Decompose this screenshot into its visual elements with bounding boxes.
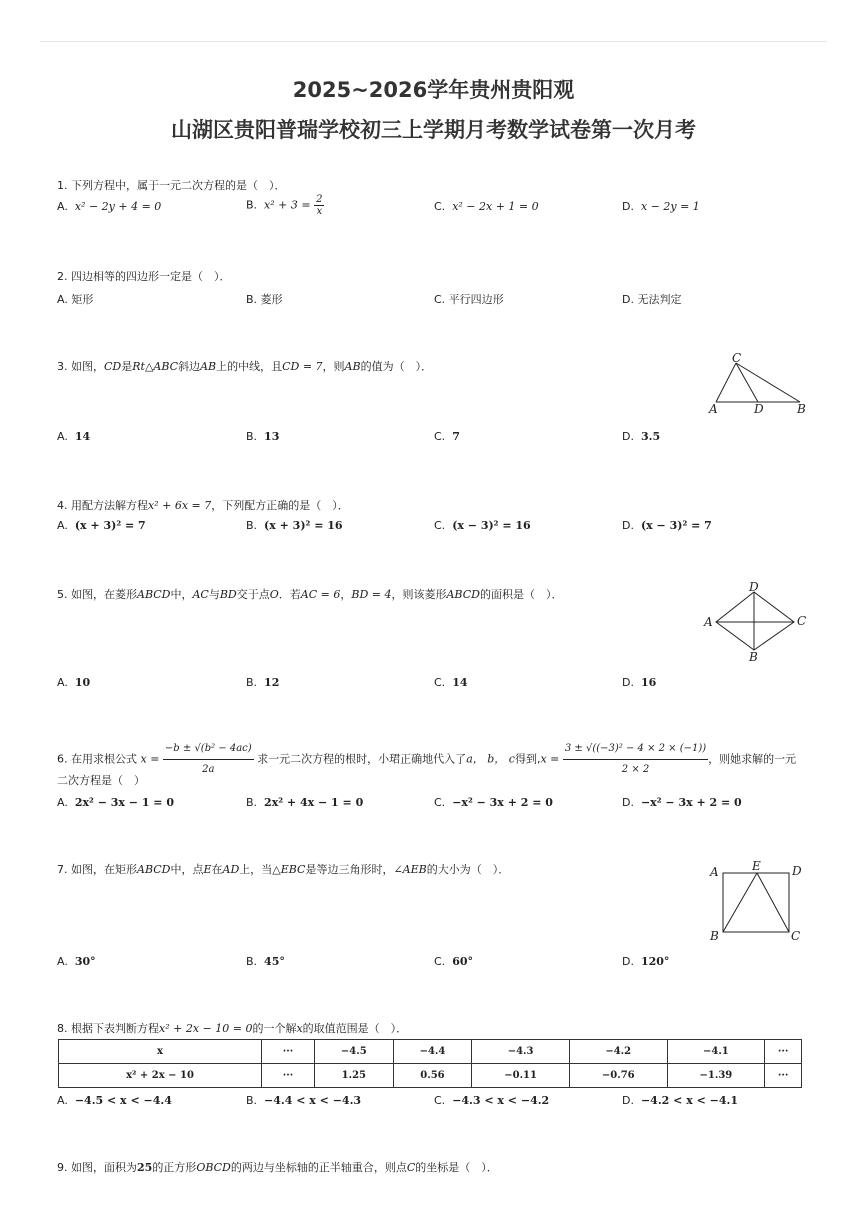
q2-option-d: D. 无法判定	[622, 293, 682, 306]
q3-triangle-figure	[700, 350, 815, 416]
question-9-stem: 9. 如图，面积为25的正方形OBCD的两边与坐标轴的正半轴重合，则点C的坐标是（ ）．	[57, 1161, 498, 1174]
q7-option-a: A. 30°	[57, 955, 96, 968]
q5-label-a: A	[704, 615, 713, 629]
q8-option-a: A. −4.5 < x < −4.4	[57, 1094, 172, 1107]
q7-option-b: B. 45°	[246, 955, 285, 968]
q3-label-b: B	[797, 402, 806, 416]
table-cell: 0.56	[393, 1064, 472, 1088]
q8-value-table	[58, 1039, 802, 1088]
q5-option-b: B. 12	[246, 676, 280, 689]
table-cell: −4.2	[569, 1040, 667, 1064]
question-1-stem: 1. 下列方程中，属于一元二次方程的是（ ）．	[57, 179, 286, 192]
table-row	[59, 1064, 802, 1088]
q3-label-c: C	[732, 351, 742, 365]
q1-option-a: A. x² − 2y + 4 = 0	[57, 200, 162, 213]
q4-option-c: C. (x − 3)² = 16	[434, 519, 531, 532]
q5-rhombus-figure	[700, 578, 815, 663]
table-row	[59, 1040, 802, 1064]
q5-label-b: B	[749, 650, 758, 663]
q5-label-d: D	[749, 580, 759, 594]
table-cell: x	[59, 1040, 262, 1064]
q5-option-d: D. 16	[622, 676, 657, 689]
page-title-line1: 2025~2026学年贵州贵阳观	[292, 78, 575, 102]
question-2-stem: 2. 四边相等的四边形一定是（ ）．	[57, 270, 231, 283]
question-7-stem: 7. 如图，在矩形ABCD中，点E在AD上，当△EBC是等边三角形时，∠AEB的大小为（ ）．	[57, 863, 510, 876]
q7-label-d: D	[792, 864, 802, 878]
q4-option-d: D. (x − 3)² = 7	[622, 519, 712, 532]
top-divider	[40, 41, 827, 42]
table-cell: 1.25	[315, 1064, 394, 1088]
q8-option-c: C. −4.3 < x < −4.2	[434, 1094, 550, 1107]
table-cell: −4.5	[315, 1040, 394, 1064]
q3-label-d: D	[754, 402, 764, 416]
q2-option-c: C. 平行四边形	[434, 293, 504, 306]
q6-option-a: A. 2x² − 3x − 1 = 0	[57, 796, 175, 809]
q4-option-b: B. (x + 3)² = 16	[246, 519, 343, 532]
question-6-stem-line2: 二次方程是（ ）	[57, 774, 145, 787]
q7-rectangle-figure	[700, 856, 815, 946]
table-cell: −1.39	[667, 1064, 765, 1088]
table-cell: −4.3	[472, 1040, 570, 1064]
q3-option-c: C. 7	[434, 430, 460, 443]
q7-label-e: E	[752, 859, 761, 873]
q3-option-a: A. 14	[57, 430, 91, 443]
q7-option-d: D. 120°	[622, 955, 670, 968]
question-5-stem: 5. 如图，在菱形ABCD中，AC与BD交于点O．若AC = 6，BD = 4，则该菱形ABCD的面积是（ ）．	[57, 588, 563, 601]
table-cell: −0.11	[472, 1064, 570, 1088]
q2-option-b: B. 菱形	[246, 293, 283, 306]
page-title-line2: 山湖区贵阳普瑞学校初三上学期月考数学试卷第一次月考	[171, 118, 696, 142]
table-cell: ···	[262, 1040, 315, 1064]
q7-label-c: C	[791, 929, 801, 943]
q1-option-b: B. x² + 3 = $\frac{2}{x}$	[246, 194, 323, 217]
table-cell: ···	[262, 1064, 315, 1088]
q6-option-d: D. −x² − 3x + 2 = 0	[622, 796, 742, 809]
q3-option-b: B. 13	[246, 430, 280, 443]
q2-option-a: A. 矩形	[57, 293, 94, 306]
q1-option-c: C. x² − 2x + 1 = 0	[434, 200, 539, 213]
q6-option-c: C. −x² − 3x + 2 = 0	[434, 796, 553, 809]
q6-option-b: B. 2x² + 4x − 1 = 0	[246, 796, 364, 809]
table-cell: ···	[765, 1064, 802, 1088]
question-4-stem: 4. 用配方法解方程x² + 6x = 7，下列配方正确的是（ ）．	[57, 499, 349, 512]
q5-option-a: A. 10	[57, 676, 91, 689]
question-8-stem: 8. 根据下表判断方程x² + 2x − 10 = 0的一个解x的取值范围是（ ）．	[57, 1022, 408, 1035]
q7-label-a: A	[710, 865, 719, 879]
table-cell: x² + 2x − 10	[59, 1064, 262, 1088]
q5-label-c: C	[797, 614, 807, 628]
q1-option-d: D. x − 2y = 1	[622, 200, 700, 213]
table-cell: ···	[765, 1040, 802, 1064]
table-cell: −4.1	[667, 1040, 765, 1064]
q7-label-b: B	[710, 929, 719, 943]
question-3-stem: 3. 如图，CD是Rt△ABC斜边AB上的中线，且CD = 7，则AB的值为（ ）．	[57, 360, 433, 373]
q3-label-a: A	[709, 402, 718, 416]
q5-option-c: C. 14	[434, 676, 468, 689]
q7-option-c: C. 60°	[434, 955, 473, 968]
q4-option-a: A. (x + 3)² = 7	[57, 519, 146, 532]
q8-option-d: D. −4.2 < x < −4.1	[622, 1094, 738, 1107]
q3-option-d: D. 3.5	[622, 430, 661, 443]
table-cell: −0.76	[569, 1064, 667, 1088]
table-cell: −4.4	[393, 1040, 472, 1064]
q8-option-b: B. −4.4 < x < −4.3	[246, 1094, 362, 1107]
question-6-stem: 6. 在用求根公式 x = $\frac{\text{−b ± √(b² − 4ac)}}{2a}$ 求一元二次方程的根时，小珺正确地代入了a， b， c得到,x = $\frac{\text{3 ± √((−3)² − 4 × 2 × (−1))}}{2 \times 2}$ ，则她求解的一元	[57, 739, 807, 780]
